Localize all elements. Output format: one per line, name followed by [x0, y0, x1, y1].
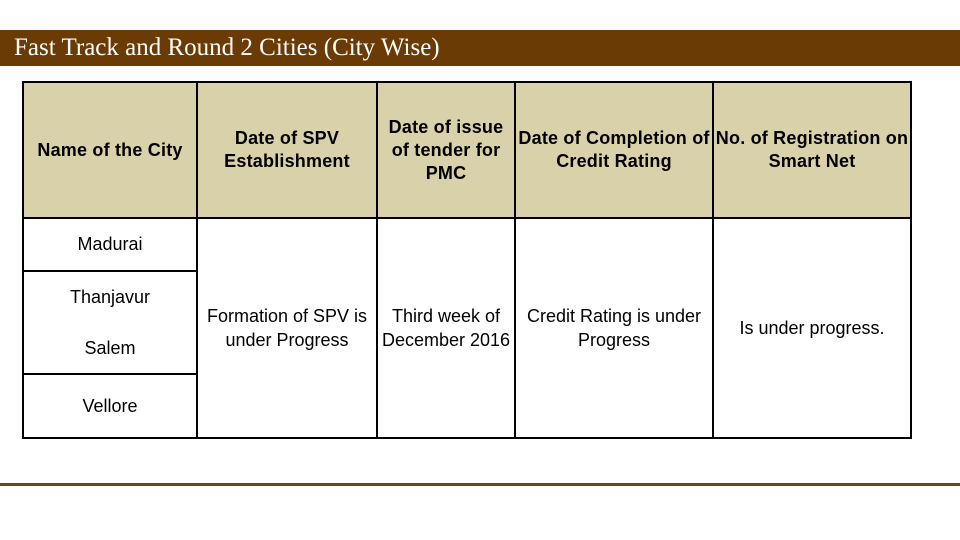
tender-date: Third week of December 2016	[377, 218, 515, 438]
table-header-row	[23, 82, 911, 218]
spv-status: Formation of SPV is under Progress	[197, 218, 377, 438]
credit-rating-status: Credit Rating is under Progress	[515, 218, 713, 438]
smart-net-status: Is under progress.	[713, 218, 911, 438]
title-bar	[0, 30, 960, 66]
city-salem: Salem	[23, 323, 197, 374]
header-city: Name of the City	[23, 82, 197, 218]
header-spv: Date of SPV Establishment	[197, 82, 377, 218]
page-title: Fast Track and Round 2 Cities (City Wise)	[14, 34, 440, 61]
table-row	[23, 218, 911, 271]
header-tender: Date of issue of tender for PMC	[377, 82, 515, 218]
header-smart-net: No. of Registration on Smart Net	[713, 82, 911, 218]
header-credit-rating: Date of Completion of Credit Rating	[515, 82, 713, 218]
bottom-divider	[0, 483, 960, 486]
city-thanjavur: Thanjavur	[23, 271, 197, 323]
city-status-table	[22, 81, 912, 439]
city-madurai: Madurai	[23, 218, 197, 271]
city-vellore: Vellore	[23, 374, 197, 438]
